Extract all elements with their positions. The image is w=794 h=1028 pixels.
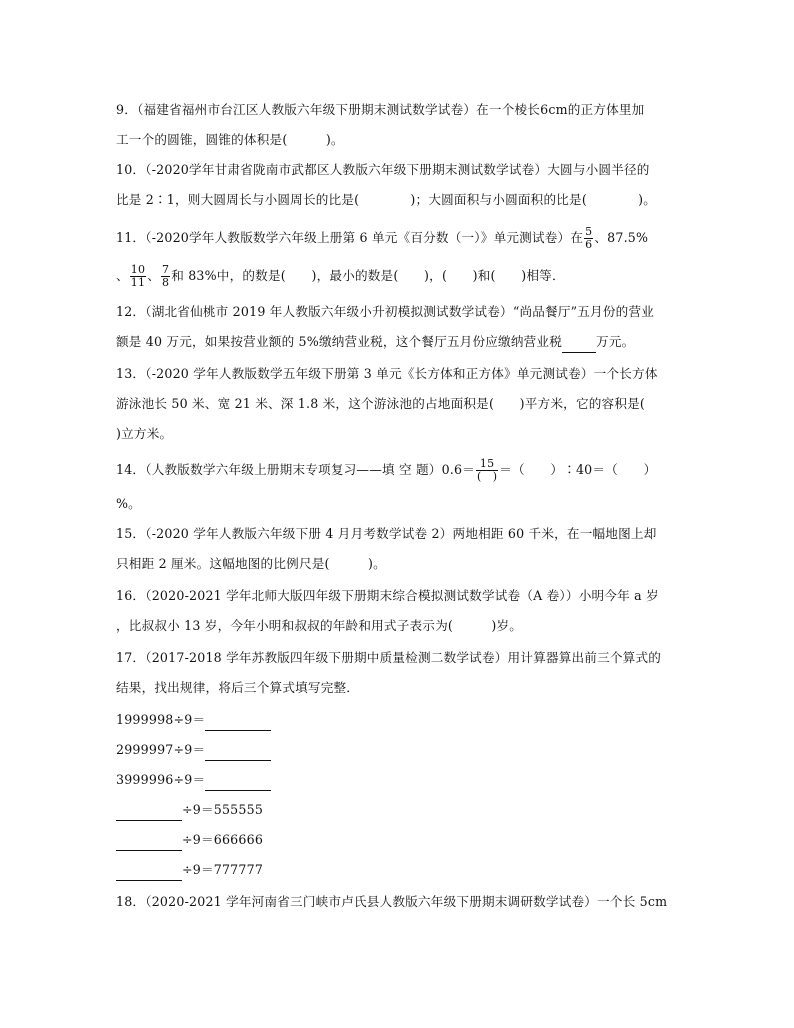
q16-line-2: ，比叔叔小 13 岁，今年小明和叔叔的年龄和用式子表示为( )岁。 (116, 618, 523, 633)
answer-blank[interactable] (205, 710, 271, 731)
q13-line-2: 游泳池长 50 米、宽 21 米、深 1.8 米，这个游泳池的占地面积是( )平方米，它的容积是( (116, 396, 646, 411)
q17-equation-2 (116, 740, 271, 761)
fraction (161, 264, 170, 289)
q12-line-1: 12．（湖北省仙桃市 2019 年人教版六年级小升初模拟测试数学试卷）“尚品餐厅”五月份的营业 (116, 304, 655, 319)
q12-unit: 万元。 (596, 334, 635, 349)
q15-line-2: 只相距 2 厘米。这幅地图的比例尺是( )。 (116, 556, 386, 571)
q10-line-2: 比是 2∶1，则大圆周长与小圆周长的比是( )；大圆面积与小圆面积的比是( )。 (116, 192, 657, 207)
fraction-numerator: 7 (162, 263, 170, 276)
q17-equation-4 (116, 800, 263, 821)
q11-line-2 (116, 264, 565, 289)
q17-equation-3 (116, 770, 271, 791)
fraction-denominator: 6 (585, 238, 593, 251)
q14-line-2: %。 (116, 496, 141, 511)
q11-lead: 、 (116, 268, 129, 283)
q15-line-1: 15．（-2020 学年人教版六年级下册 4 月月考数学试卷 2）两地相距 60 千米，在一幅地图上却 (116, 526, 657, 541)
equation-text: 2999997÷9＝ (116, 742, 206, 757)
answer-blank[interactable] (205, 770, 271, 791)
q11-tail: 、87.5% (594, 230, 649, 245)
fraction (476, 458, 498, 483)
equation-text: ÷9＝555555 (182, 802, 264, 817)
fraction-numerator: 10 (130, 263, 146, 276)
q10-line-1: 10．（-2020学年甘肃省陇南市武都区人教版六年级下册期末测试数学试卷）大圆与小圆半径的 (116, 162, 650, 177)
q9-line-2: 工一个的圆锥，圆锥的体积是( )。 (116, 132, 344, 147)
q13-line-1: 13．（-2020 学年人教版数学五年级下册第 3 单元《长方体和正方体》单元测试卷）一个长方体 (116, 366, 658, 381)
q17-equation-1 (116, 710, 271, 731)
fraction-denominator: 11 (130, 276, 146, 289)
q17-equation-5 (116, 830, 263, 851)
answer-blank[interactable] (562, 332, 596, 353)
equation-text: 1999998÷9＝ (116, 712, 206, 727)
answer-blank[interactable] (205, 740, 271, 761)
fraction (584, 226, 593, 251)
q11-tail-2: 和 83%中，的数是( )，最小的数是( )，( )和( )相等． (171, 268, 565, 283)
equation-text: 3999996÷9＝ (116, 772, 206, 787)
fraction-denominator: 8 (162, 276, 170, 289)
q9-line-1: 9．（福建省福州市台江区人教版六年级下册期末测试数学试卷）在一个棱长6cm的正方体里加 (116, 102, 645, 117)
q16-line-1: 16．（2020-2021 学年北师大版四年级下册期末综合模拟测试数学试卷（A 卷））小明今年 a 岁 (116, 588, 659, 603)
q12-line-2 (116, 332, 634, 353)
equation-text: ÷9＝666666 (182, 832, 264, 847)
fraction-numerator: 15 (476, 458, 498, 471)
equation-text: ÷9＝777777 (182, 862, 264, 877)
q14-tail: ＝（ ）∶40＝（ ） (499, 462, 657, 477)
q13-line-3: )立方米。 (116, 426, 173, 441)
q11-line-1 (116, 226, 648, 251)
q14-text: 14．（人教版数学六年级上册期末专项复习——填 空 题）0.6＝ (116, 462, 476, 477)
answer-blank[interactable] (116, 860, 182, 881)
answer-blank[interactable] (116, 800, 182, 821)
q17-line-2: 结果，找出规律，将后三个算式填写完整． (116, 680, 360, 695)
answer-blank[interactable] (116, 830, 182, 851)
q14-line-1 (116, 458, 656, 483)
q17-line-1: 17．（2017-2018 学年苏教版四年级下册期中质量检测二数学试卷）用计算器算出前三个算式的 (116, 650, 662, 665)
q12-text: 额是 40 万元，如果按营业额的 5%缴纳营业税，这个餐厅五月份应缴纳营业税 (116, 334, 563, 349)
fraction-denominator: ( ) (477, 470, 498, 483)
fraction (130, 264, 146, 289)
q18-line-1: 18．（2020-2021 学年河南省三门峡市卢氏县人教版六年级下册期末调研数学试卷）一个长 5cm (116, 894, 668, 909)
q11-sep: 、 (147, 268, 160, 283)
q11-text: 11．（-2020学年人教版数学六年级上册第 6 单元《百分数（一）》单元测试卷）在 (116, 230, 584, 245)
fraction-numerator: 5 (585, 225, 593, 238)
q17-equation-6 (116, 860, 263, 881)
